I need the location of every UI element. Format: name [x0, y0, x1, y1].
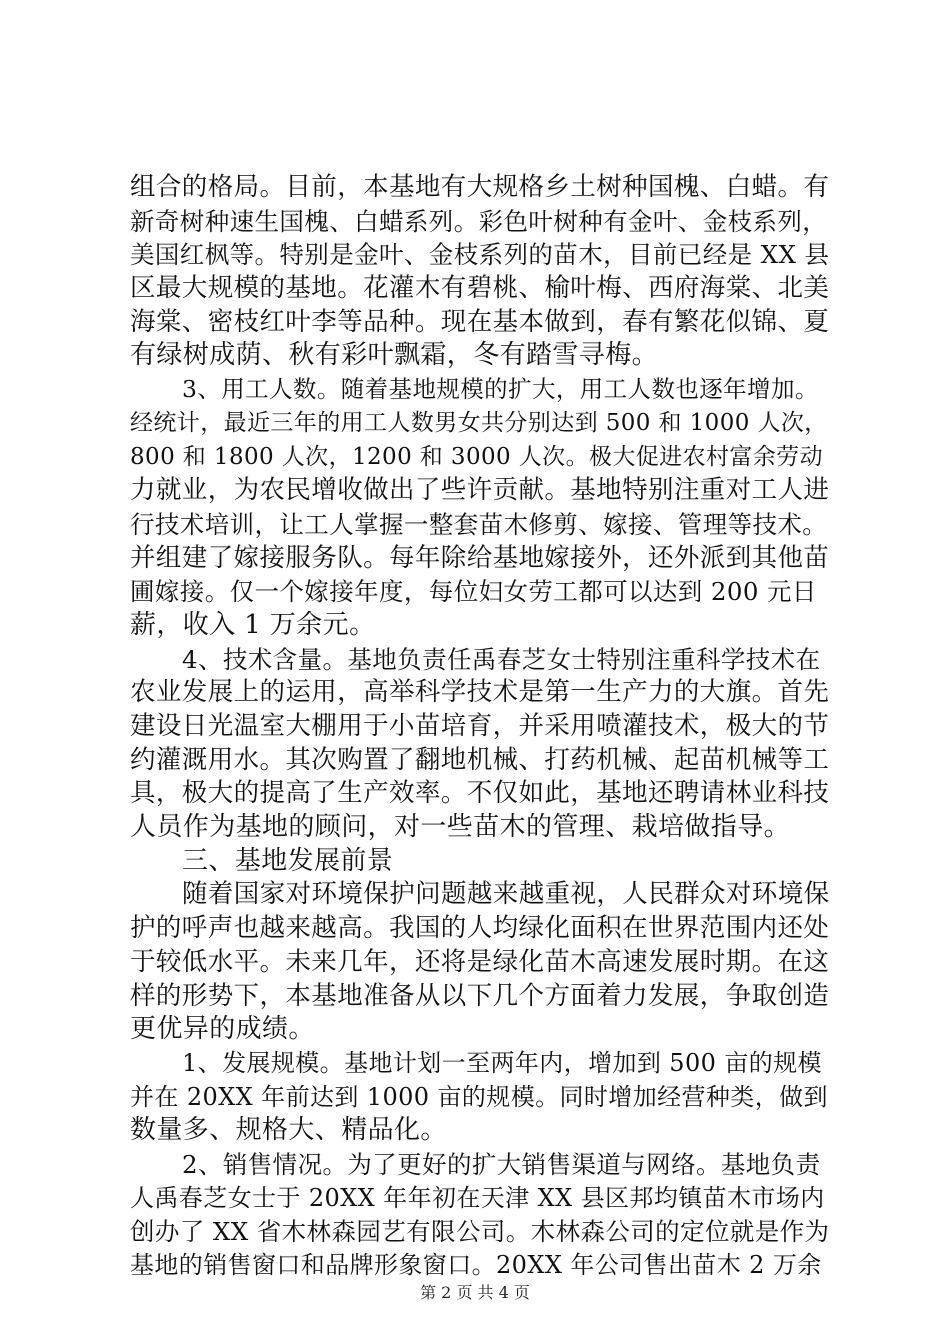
paragraph-line: 区最大规模的基地。花灌木有碧桃、榆叶梅、西府海棠、北美 — [130, 273, 830, 304]
paragraph-line: 美国红枫等。特别是金叶、金枝系列的苗木，目前已经是 XX 县 — [130, 240, 830, 270]
paragraph-line: 组合的格局。目前，本基地有大规格乡土树种国槐、白蜡。有 — [130, 172, 830, 202]
document-body — [130, 171, 830, 1283]
paragraph-line: 行技术培训，让工人掌握一整套苗木修剪、嫁接、管理等技术。 — [130, 509, 828, 539]
paragraph-line: 圃嫁接。仅一个嫁接年度，每位妇女劳工都可以达到 200 元日 — [130, 577, 817, 607]
paragraph-first-line: 4、技术含量。基地负责任禹春芝女士特别注重科学技术在 — [182, 644, 821, 674]
paragraph-line: 数量多、规格大、精品化。 — [130, 1115, 447, 1146]
page-number-footer: 第 2 页 共 4 页 — [420, 1283, 530, 1302]
paragraph-line: 并在 20XX 年前达到 1000 亩的规模。同时增加经营种类，做到 — [130, 1082, 828, 1111]
paragraph-line: 800 和 1800 人次，1200 和 3000 人次。极大促进农村富余劳动 — [130, 443, 823, 470]
paragraph-line: 创办了 XX 省木林森园艺有限公司。木林森公司的定位就是作为 — [130, 1217, 830, 1247]
paragraph-first-line: 1、发展规模。基地计划一至两年内，增加到 500 亩的规模 — [182, 1048, 822, 1077]
paragraph-line: 具，极大的提高了生产效率。不仅如此，基地还聘请林业科技 — [130, 778, 830, 809]
paragraph-line: 并组建了嫁接服务队。每年除给基地嫁接外，还外派到其他苗 — [130, 542, 830, 573]
paragraph-line: 约灌溉用水。其次购置了翻地机械、打药机械、起苗机械等工 — [130, 744, 830, 775]
paragraph-line: 人员作为基地的顾问，对一些苗木的管理、栽培做指导。 — [130, 812, 791, 843]
paragraph-first-line: 随着国家对环境保护问题越来越重视，人民群众对环境保 — [182, 879, 830, 910]
paragraph-line: 护的呼声也越来越高。我国的人均绿化面积在世界范围内还处 — [130, 913, 830, 944]
paragraph-line: 海棠、密枝红叶李等品种。现在基本做到，春有繁花似锦、夏 — [130, 306, 830, 337]
paragraph-line: 更优异的成绩。 — [130, 1014, 315, 1045]
paragraph-line: 有绿树成荫、秋有彩叶飘霜，冬有踏雪寻梅。 — [130, 340, 659, 371]
paragraph-line: 建设日光温室大棚用于小苗培育，并采用喷灌技术，极大的节 — [130, 711, 830, 741]
paragraph-line: 于较低水平。未来几年，还将是绿化苗木高速发展时期。在这 — [130, 946, 830, 977]
paragraph-first-line: 3、用工人数。随着基地规模的扩大，用工人数也逐年增加。 — [182, 375, 819, 404]
paragraph-line: 人禹春芝女士于 20XX 年年初在天津 XX 县区邦均镇苗木市场内 — [130, 1183, 825, 1212]
paragraph-line: 基地的销售窗口和品牌形象窗口。20XX 年公司售出苗木 2 万余 — [130, 1251, 822, 1279]
paragraph-line: 薪，收入 1 万余元。 — [130, 609, 376, 640]
paragraph-first-line: 2、销售情况。为了更好的扩大销售渠道与网络。基地负责 — [182, 1149, 821, 1179]
paragraph-line: 经统计，最近三年的用工人数男女共分别达到 500 和 1000 人次， — [130, 409, 828, 436]
paragraph-line: 新奇树种速生国槐、白蜡系列。彩色叶树种有金叶、金枝系列， — [130, 206, 828, 236]
paragraph-first-line: 三、基地发展前景 — [182, 845, 394, 876]
paragraph-line: 样的形势下，本基地准备从以下几个方面着力发展，争取创造 — [130, 980, 830, 1011]
paragraph-line: 力就业，为农民增收做出了些许贡献。基地特别注重对工人进 — [130, 475, 830, 506]
paragraph-line: 农业发展上的运用，高举科学技术是第一生产力的大旗。首先 — [130, 677, 830, 708]
